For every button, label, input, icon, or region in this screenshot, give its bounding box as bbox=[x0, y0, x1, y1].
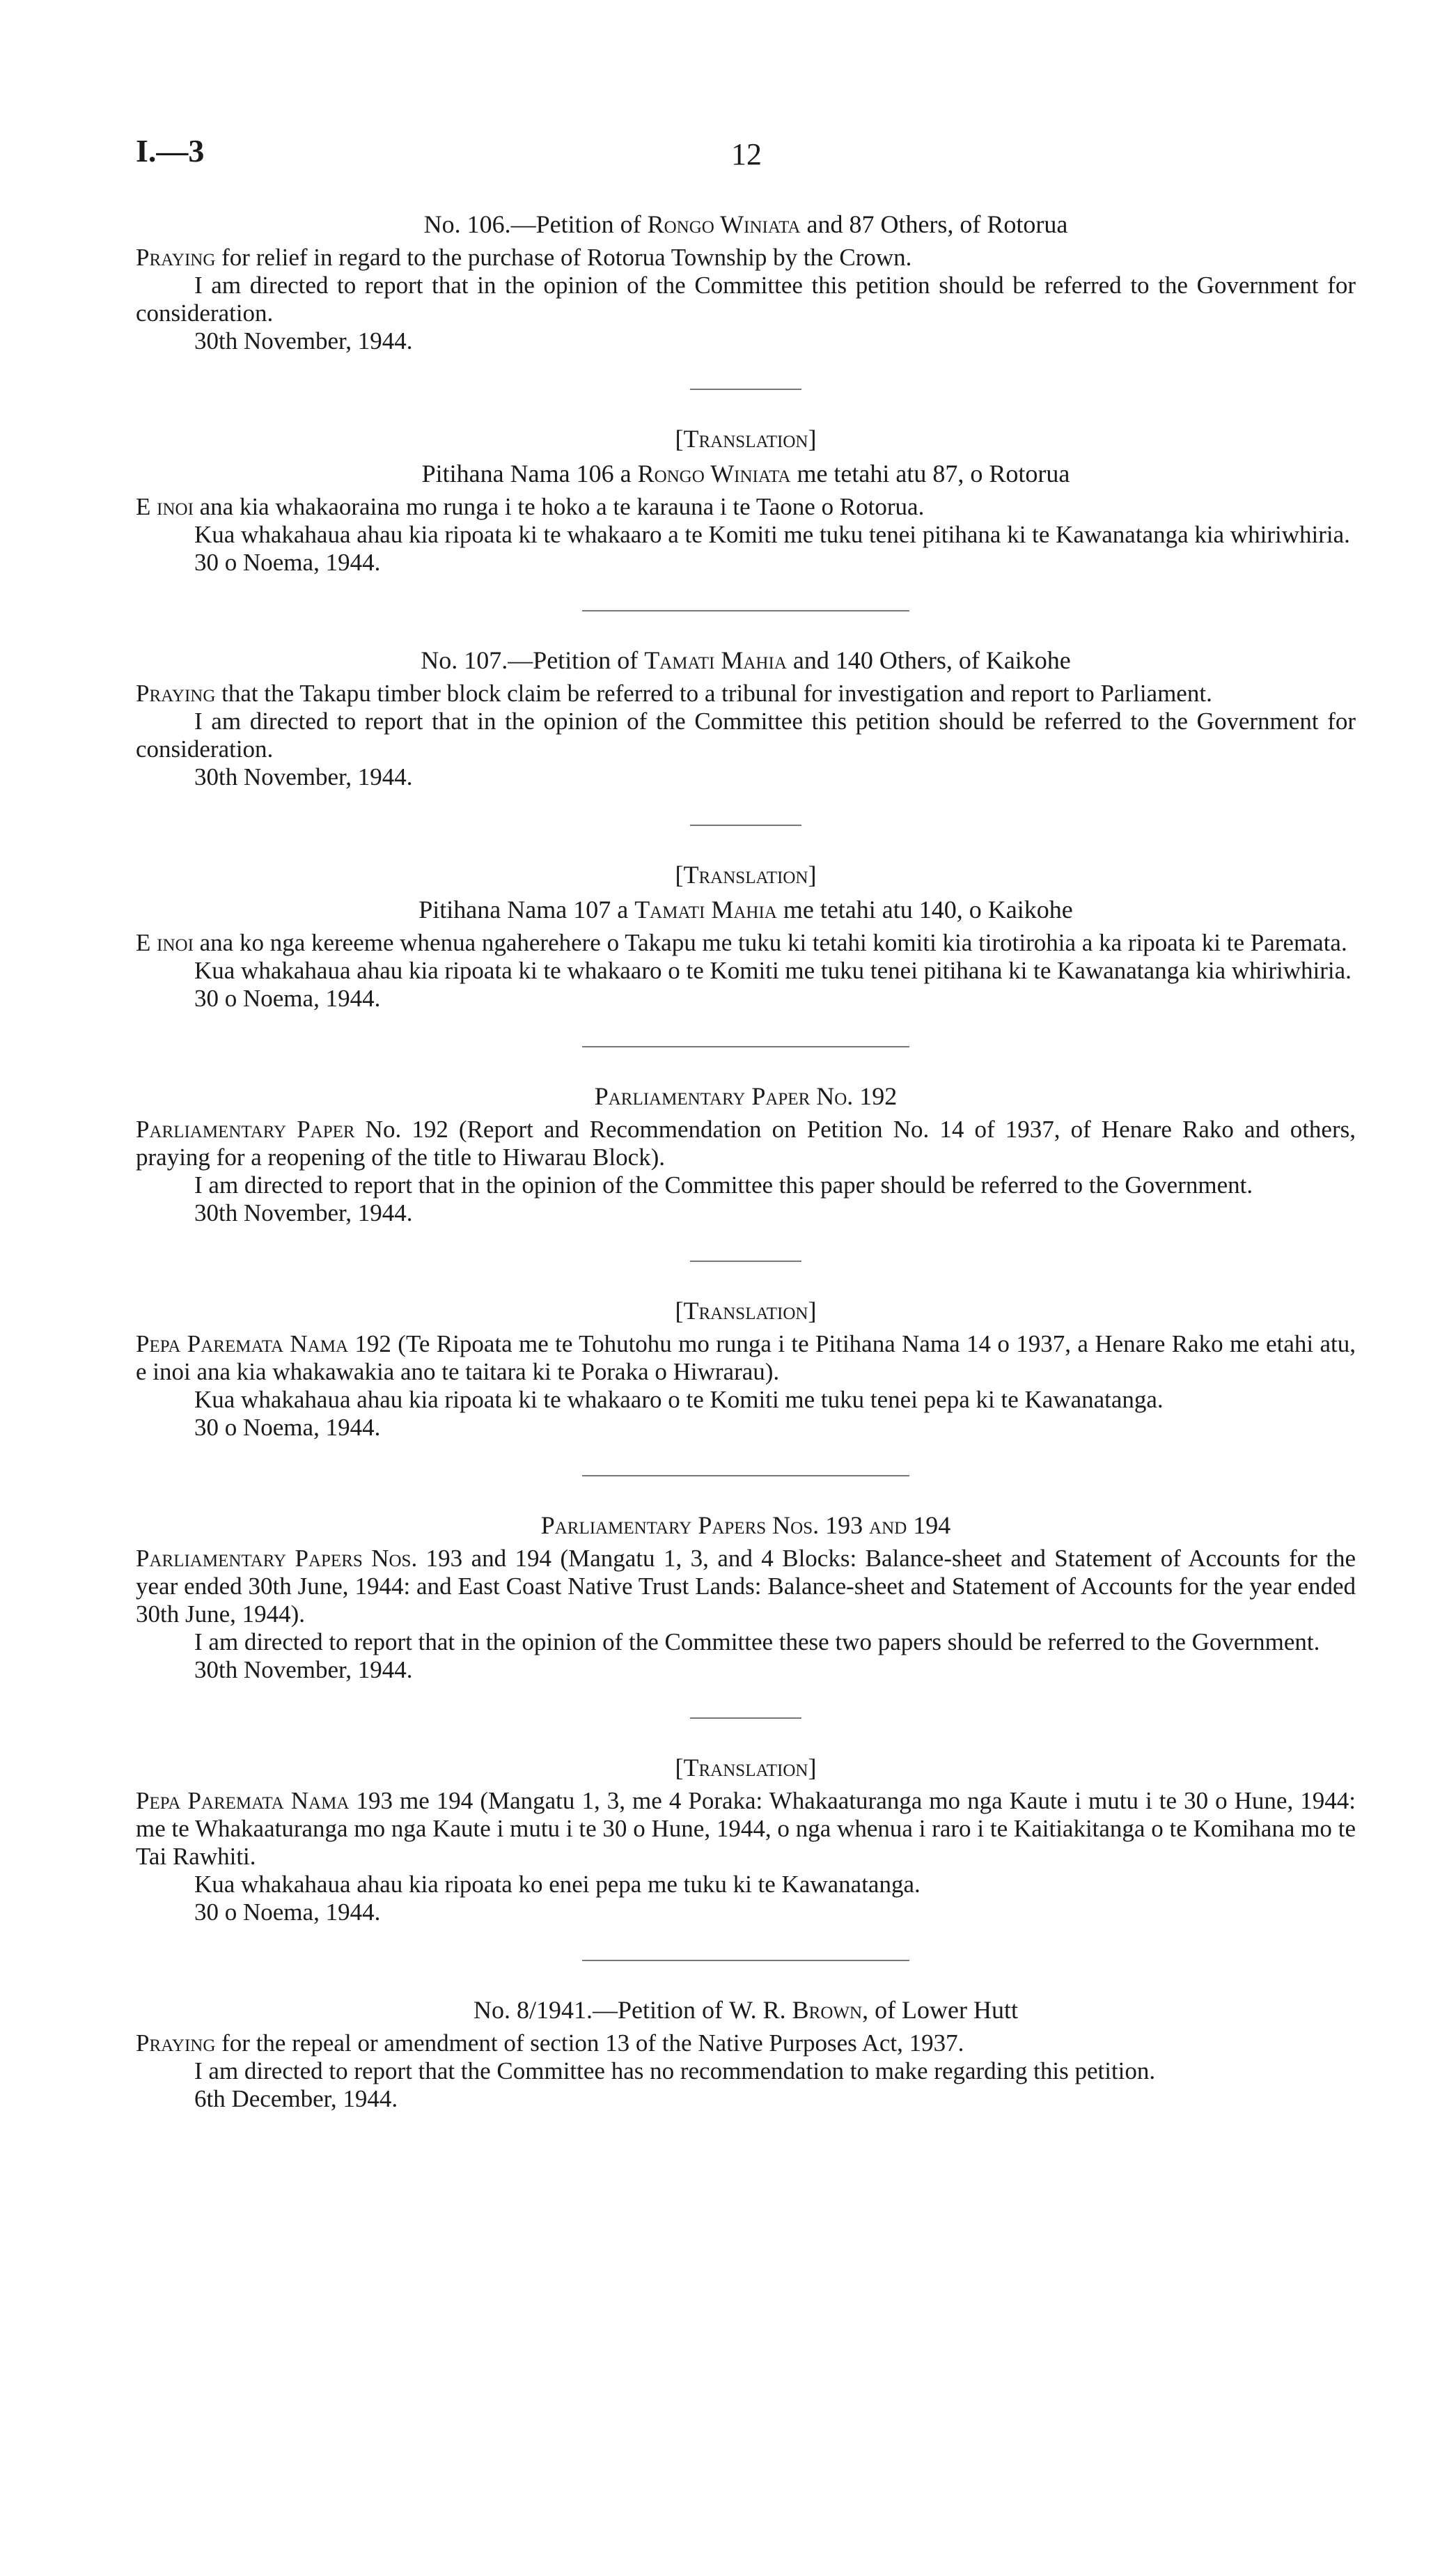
section-divider bbox=[582, 1046, 909, 1047]
section-date: 30 o Noema, 1944. bbox=[194, 1898, 381, 1926]
petition-106-translation bbox=[136, 423, 1356, 577]
paper-192-section bbox=[136, 1081, 1356, 1227]
section-date: 30th November, 1944. bbox=[194, 1656, 413, 1683]
section-title: Pitihana Nama 106 a Rongo Winiata me tetahi atu 87, o Rotorua bbox=[421, 460, 1070, 488]
report-paragraph: I am directed to report that in the opinion of the Committee this paper should be referred to the Government. bbox=[194, 1171, 1253, 1199]
report-paragraph: Kua whakahaua ahau kia ripoata ki te whakaaro o te Komiti me tuku tenei pepa ki te Kawanatanga. bbox=[194, 1386, 1164, 1413]
paper-description: Pepa Paremata Nama 193 me 194 (Mangatu 1, 3, me 4 Poraka: Whakaaturanga mo nga Kaute i mutu i te 30 o Hune, 1944: me te Whakaaturanga mo nga Kaute i mutu i te 30 o Hune, 1944, o nga whenua i raro i te Kaitiakitanga o te Komihana mo te Tai Rawhiti. bbox=[136, 1787, 1356, 1870]
report-paragraph: I am directed to report that in the opinion of the Committee this petition should be referred to the Government for consideration. bbox=[136, 272, 1356, 327]
report-paragraph: Kua whakahaua ahau kia ripoata ki te whakaaro a te Komiti me tuku tenei pitihana ki te Kawanatanga kia whiriwhiria. bbox=[194, 521, 1350, 548]
section-divider bbox=[690, 825, 801, 826]
paper-192-translation bbox=[136, 1295, 1356, 1442]
report-paragraph: I am directed to report that the Committee has no recommendation to make regarding this petition. bbox=[194, 2057, 1156, 2084]
section-divider bbox=[582, 610, 909, 611]
petition-107-section bbox=[136, 645, 1356, 791]
papers-193-194-section bbox=[136, 1510, 1356, 1684]
section-title: Parliamentary Paper No. 192 bbox=[594, 1082, 898, 1110]
translation-label: [Translation] bbox=[675, 861, 817, 889]
paper-description: Pepa Paremata Nama 192 (Te Ripoata me te Tohutohu mo runga i te Pitihana Nama 14 o 1937, a Henare Rako me etahi atu, e inoi ana kia whakawakia ano te taitara ki te Poraka o Hiwrarau). bbox=[136, 1330, 1356, 1385]
section-date: 30 o Noema, 1944. bbox=[194, 1414, 381, 1441]
report-paragraph: I am directed to report that in the opinion of the Committee these two papers should be referred to the Government. bbox=[194, 1628, 1320, 1655]
section-date: 6th December, 1944. bbox=[194, 2085, 398, 2112]
section-date: 30 o Noema, 1944. bbox=[194, 549, 381, 576]
prayer-paragraph: Praying for the repeal or amendment of section 13 of the Native Purposes Act, 1937. bbox=[136, 2029, 964, 2057]
section-date: 30th November, 1944. bbox=[194, 763, 413, 790]
prayer-paragraph: Praying for relief in regard to the purchase of Rotorua Township by the Crown. bbox=[136, 244, 912, 271]
section-divider bbox=[582, 1475, 909, 1476]
section-date: 30th November, 1944. bbox=[194, 1199, 413, 1226]
section-title: No. 8/1941.—Petition of W. R. Brown, of Lower Hutt bbox=[473, 1996, 1019, 2024]
translation-label: [Translation] bbox=[675, 1754, 817, 1781]
report-paragraph: Kua whakahaua ahau kia ripoata ki te whakaaro o te Komiti me tuku tenei pitihana ki te Kawanatanga kia whiriwhiria. bbox=[194, 957, 1352, 984]
report-paragraph: I am directed to report that in the opinion of the Committee this petition should be referred to the Government for consideration. bbox=[136, 708, 1356, 763]
section-title: Parliamentary Papers Nos. 193 and 194 bbox=[540, 1511, 951, 1539]
paper-description: Parliamentary Paper No. 192 (Report and Recommendation on Petition No. 14 of 1937, of Henare Rako and others, praying for a reopening of the title to Hiwarau Block). bbox=[136, 1116, 1356, 1171]
page-content bbox=[136, 209, 1356, 2113]
section-divider bbox=[582, 1960, 909, 1961]
report-paragraph: Kua whakahaua ahau kia ripoata ko enei pepa me tuku ki te Kawanatanga. bbox=[194, 1871, 921, 1898]
document-reference: I.—3 bbox=[136, 133, 205, 169]
page-number: 12 bbox=[731, 137, 762, 171]
section-title: No. 106.—Petition of Rongo Winiata and 87 Others, of Rotorua bbox=[423, 210, 1068, 238]
prayer-paragraph: E inoi ana kia whakaoraina mo runga i te hoko a te karauna i te Taone o Rotorua. bbox=[136, 493, 925, 520]
papers-193-194-translation bbox=[136, 1752, 1356, 1926]
section-divider bbox=[690, 1717, 801, 1719]
section-title: No. 107.—Petition of Tamati Mahia and 140 Others, of Kaikohe bbox=[421, 646, 1071, 674]
section-date: 30th November, 1944. bbox=[194, 327, 413, 354]
section-divider bbox=[690, 389, 801, 390]
petition-106-section bbox=[136, 209, 1356, 355]
petition-8-1941-section bbox=[136, 1995, 1356, 2113]
section-date: 30 o Noema, 1944. bbox=[194, 985, 381, 1012]
section-divider bbox=[690, 1261, 801, 1262]
prayer-paragraph: E inoi ana ko nga kereeme whenua ngaherehere o Takapu me tuku ki tetahi komiti kia tirotirohia a ka ripoata ki te Paremata. bbox=[136, 929, 1347, 956]
paper-description: Parliamentary Papers Nos. 193 and 194 (Mangatu 1, 3, and 4 Blocks: Balance-sheet and Statement of Accounts for the year ended 30th June, 1944: and East Coast Native Trust Lands: Balance-sheet and Statement of Accounts for the year ended 30th June, 1944). bbox=[136, 1545, 1356, 1628]
translation-label: [Translation] bbox=[675, 425, 817, 453]
translation-label: [Translation] bbox=[675, 1297, 817, 1325]
petition-107-translation bbox=[136, 859, 1356, 1013]
section-title: Pitihana Nama 107 a Tamati Mahia me tetahi atu 140, o Kaikohe bbox=[418, 896, 1073, 923]
prayer-paragraph: Praying that the Takapu timber block claim be referred to a tribunal for investigation and report to Parliament. bbox=[136, 680, 1212, 707]
